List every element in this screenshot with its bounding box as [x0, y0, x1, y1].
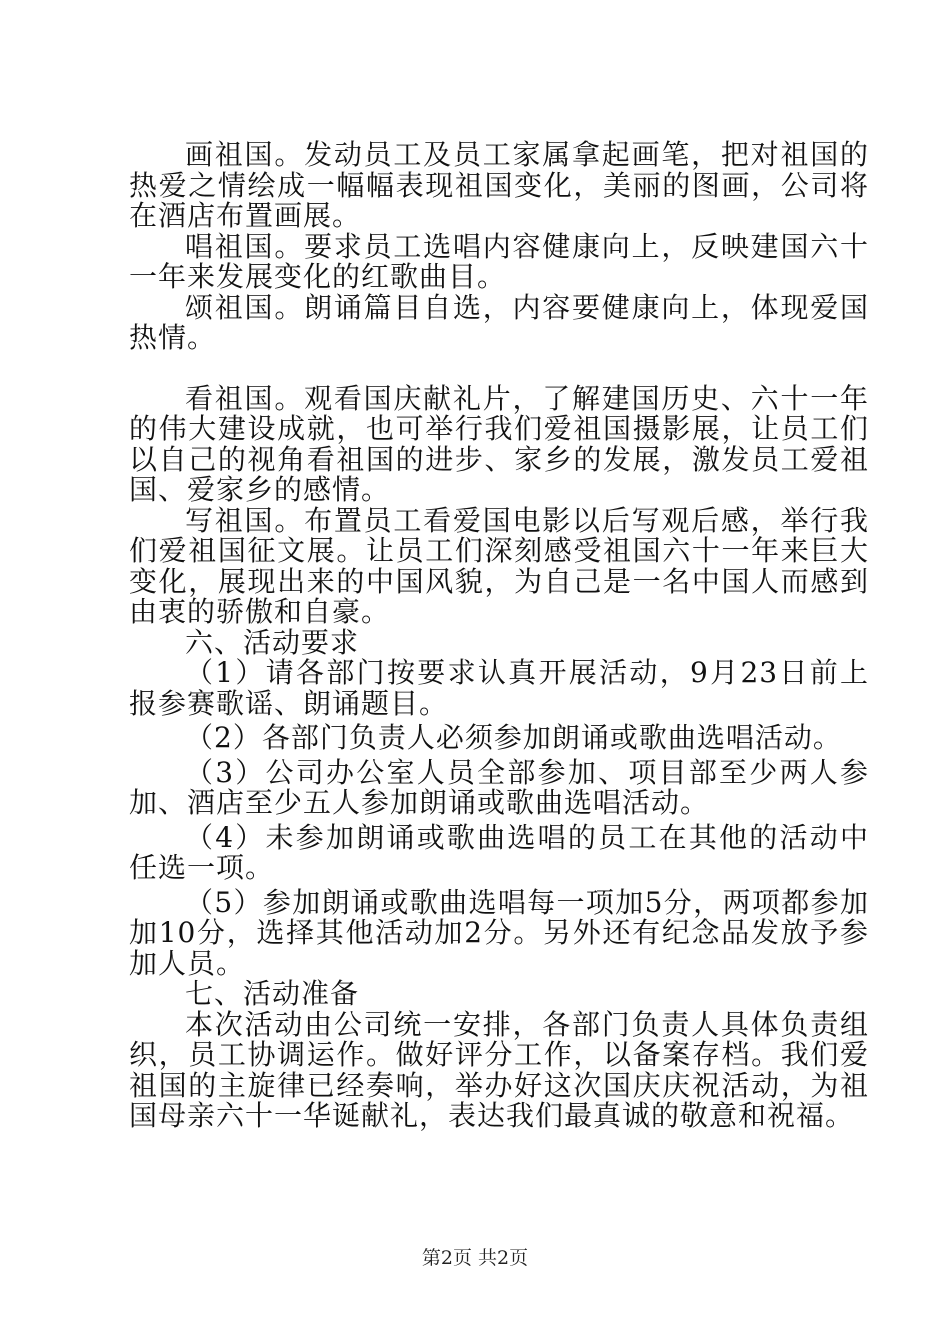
paragraph-view-motherland: 看祖国。观看国庆献礼片，了解建国历史、六十一年的伟大建设成就，也可举行我们爱祖国摄影展，让员工们以自己的视角看祖国的进步、家乡的发展，激发员工爱祖国、爱家乡的感情。	[129, 381, 869, 506]
paragraph-praise-motherland: 颂祖国。朗诵篇目自选，内容要健康向上，体现爱国热情。	[129, 290, 869, 354]
requirement-item-4: （4）未参加朗诵或歌曲选唱的员工在其他的活动中任选一项。	[129, 820, 869, 884]
blank-line	[129, 354, 869, 384]
requirement-item-3: （3）公司办公室人员全部参加、项目部至少两人参加、酒店至少五人参加朗诵或歌曲选唱活动。	[129, 755, 869, 819]
paragraph-draw-motherland: 画祖国。发动员工及员工家属拿起画笔，把对祖国的热爱之情绘成一幅幅表现祖国变化，美丽的图画，公司将在酒店布置画展。	[129, 138, 869, 232]
paragraph-sing-motherland: 唱祖国。要求员工选唱内容健康向上，反映建国六十一年来发展变化的红歌曲目。	[129, 229, 869, 293]
page-number: 第2页 共2页	[421, 1247, 529, 1269]
requirement-item-2: （2）各部门负责人必须参加朗诵或歌曲选唱活动。	[185, 721, 842, 754]
paragraph-preparation: 本次活动由公司统一安排，各部门负责人具体负责组织，员工协调运作。做好评分工作，以备案存档。我们爱祖国的主旋律已经奏响，举办好这次国庆庆祝活动，为祖国母亲六十一华诞献礼，表达我们最真诚的敬意和祝福。	[129, 1007, 869, 1132]
document-body	[129, 140, 869, 1132]
section-heading-preparation: 七、活动准备	[185, 977, 360, 1010]
requirement-item-5: （5）参加朗诵或歌曲选唱每一项加5分，两项都参加加10分，选择其他活动加2分。另外还有纪念品发放予参加人员。	[129, 885, 869, 980]
paragraph-write-motherland: 写祖国。布置员工看爱国电影以后写观后感，举行我们爱祖国征文展。让员工们深刻感受祖国六十一年来巨大变化，展现出来的中国风貌，为自己是一名中国人而感到由衷的骄傲和自豪。	[129, 503, 869, 628]
section-heading-requirements: 六、活动要求	[185, 625, 360, 659]
requirement-item-1: （1）请各部门按要求认真开展活动，9月23日前上报参赛歌谣、朗诵题目。	[129, 656, 869, 720]
